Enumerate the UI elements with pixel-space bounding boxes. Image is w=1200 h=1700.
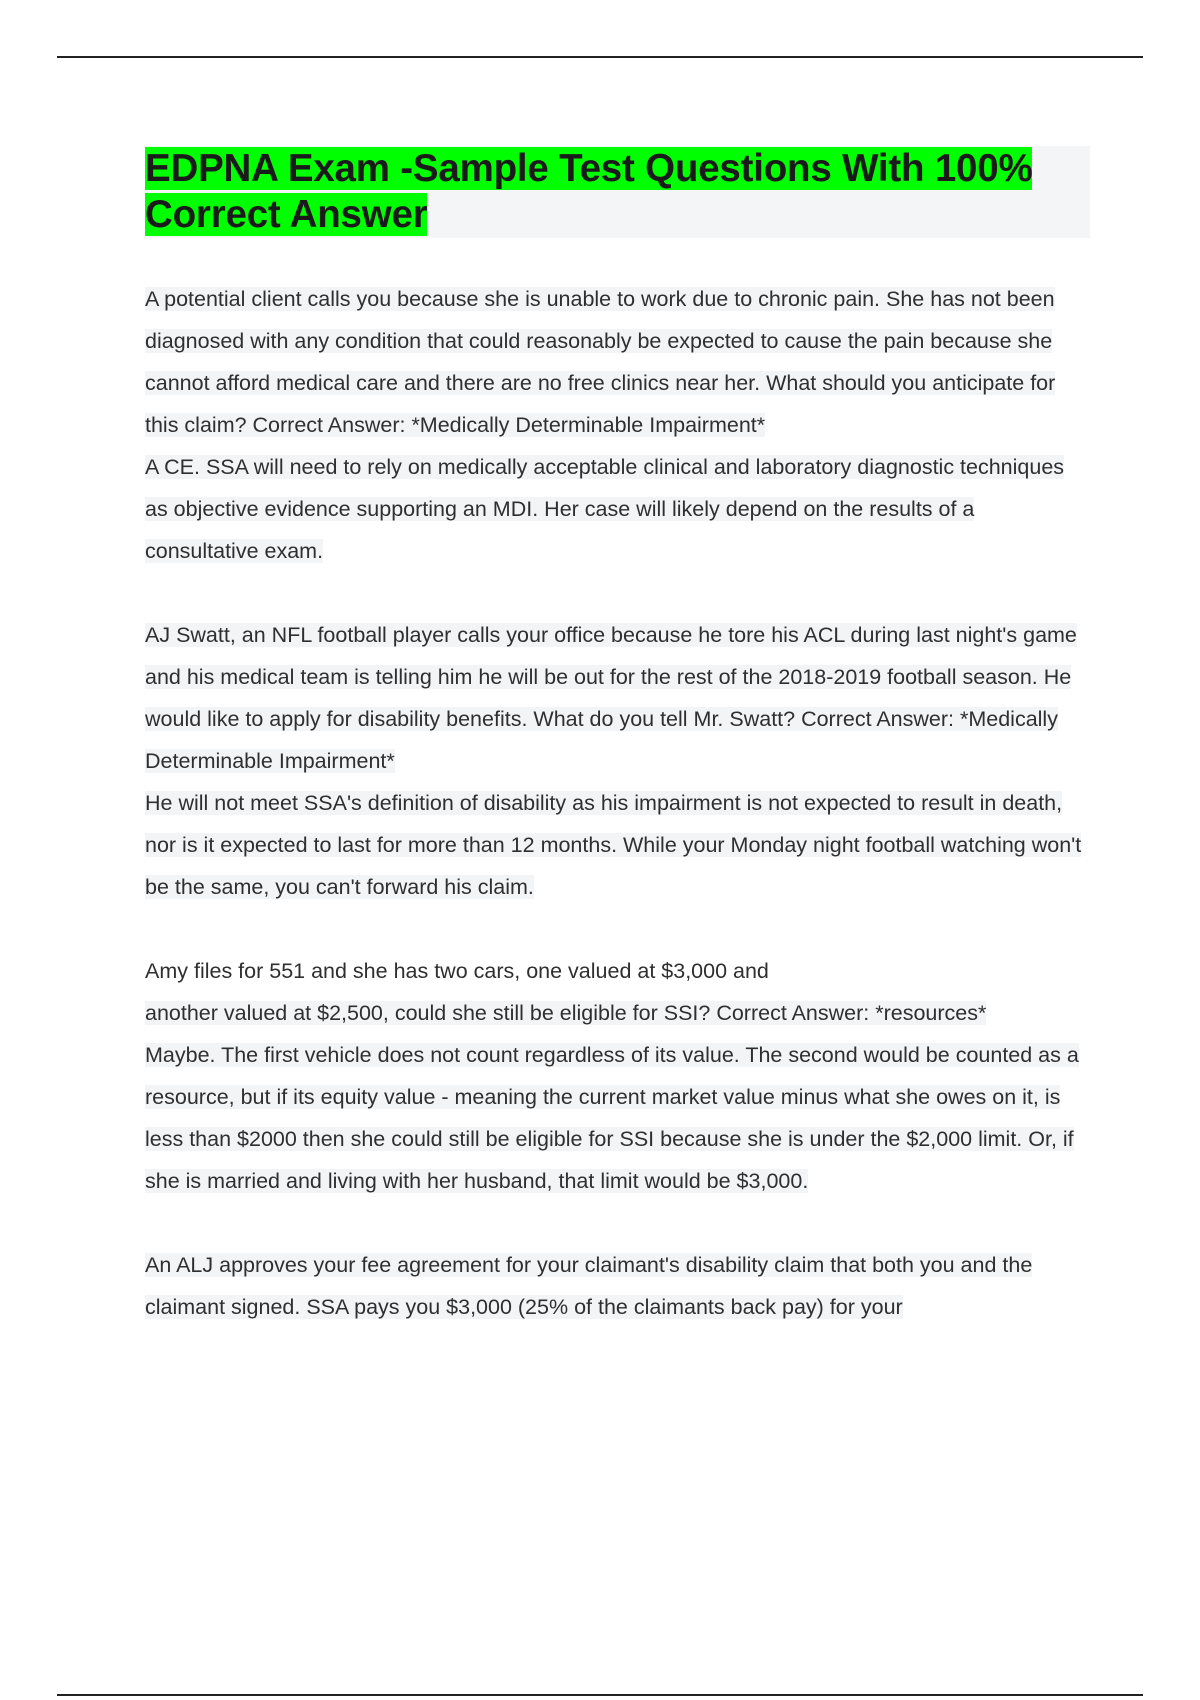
title-line-2: Correct Answer: [145, 193, 428, 236]
document-body: [145, 146, 1090, 1370]
qa-item-4: [145, 1244, 1090, 1328]
question-text: AJ Swatt, an NFL football player calls your office because he tore his ACL during last night's game and his medical team is telling him he will be out for the rest of the 2018-2019 football season. He would like to apply for disability benefits. What do you tell Mr. Swatt? Correct Answer: *Medically Determinable Impairment*: [145, 623, 1077, 773]
qa-item-3: [145, 950, 1090, 1202]
qa-item-1: [145, 278, 1090, 572]
question-text: A potential client calls you because she is unable to work due to chronic pain. She has not been diagnosed with any condition that could reasonably be expected to cause the pain because she cannot afford medical care and there are no free clinics near her. What should you anticipate for this claim? Correct Answer: *Medically Determinable Impairment*: [145, 287, 1056, 437]
header-rule: [57, 56, 1143, 58]
page-title: [145, 146, 1090, 238]
question-text: Amy files for 551 and she has two cars, one valued at $3,000 and another valued at $2,500, could she still be eligible for SSI? Correct Answer: *resources*: [145, 959, 987, 1025]
answer-text: A CE. SSA will need to rely on medically acceptable clinical and laboratory diagnostic techniques as objective evidence supporting an MDI. Her case will likely depend on the results of a consultative exam.: [145, 455, 1065, 563]
question-text: An ALJ approves your fee agreement for your claimant's disability claim that both you and the claimant signed. SSA pays you $3,000 (25% of the claimants back pay) for your: [145, 1253, 1033, 1319]
qa-item-2: [145, 614, 1090, 908]
answer-text: Maybe. The first vehicle does not count regardless of its value. The second would be counted as a resource, but if its equity value - meaning the current market value minus what she owes on it, is less than $2000 then she could still be eligible for SSI because she is under the $2,000 limit. Or, if she is married and living with her husband, that limit would be $3,000.: [145, 1043, 1079, 1193]
footer-rule: [57, 1694, 1143, 1696]
title-line-1: EDPNA Exam -Sample Test Questions With 100%: [145, 147, 1033, 190]
document-title: [145, 146, 1090, 238]
answer-text: He will not meet SSA's definition of disability as his impairment is not expected to result in death, nor is it expected to last for more than 12 months. While your Monday night football watching won't be the same, you can't forward his claim.: [145, 791, 1082, 899]
